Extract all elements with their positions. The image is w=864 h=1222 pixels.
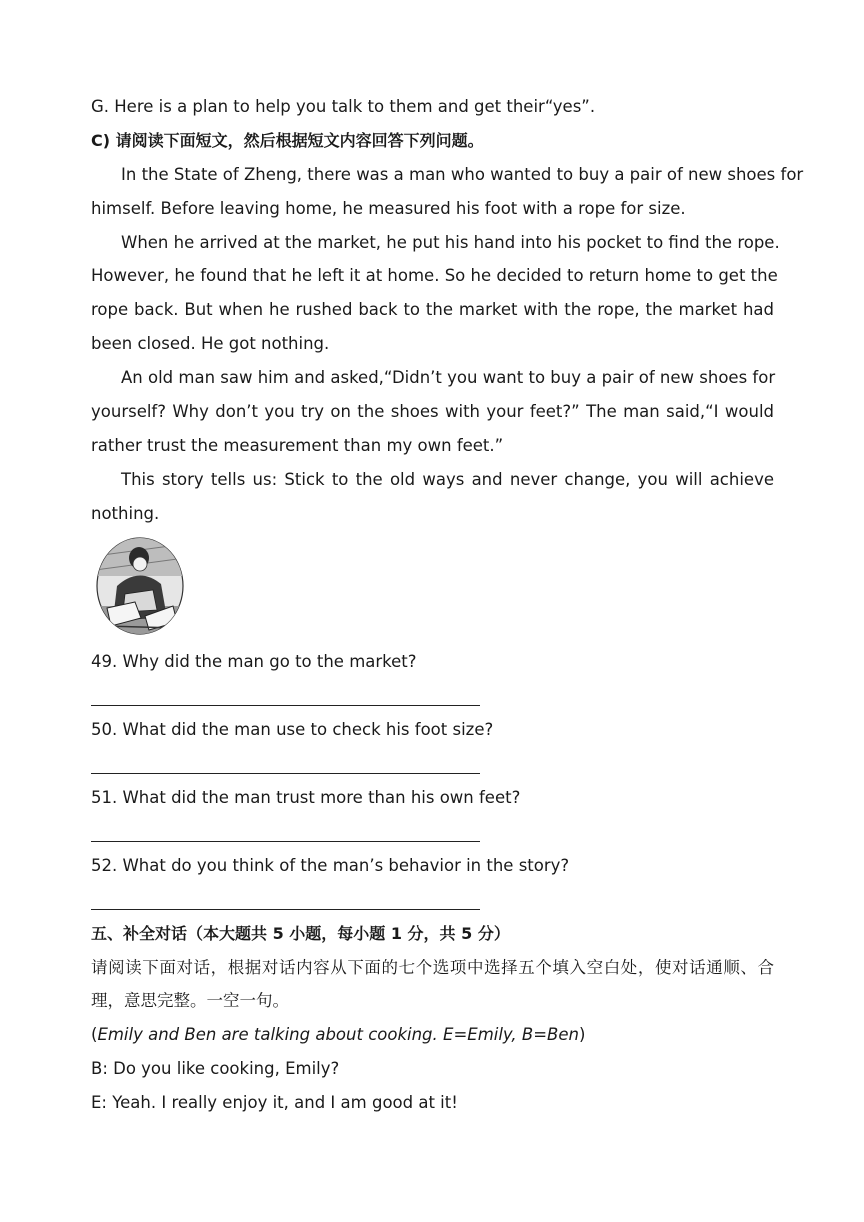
story-illustration — [95, 536, 185, 636]
passage-line: yourself? Why don’t you try on the shoes with your feet?” The man said,“I would — [91, 402, 774, 421]
answer-line-50[interactable] — [91, 773, 480, 774]
passage-line: been closed. He got nothing. — [91, 334, 330, 353]
question-52: 52. What do you think of the man’s behavior in the story? — [91, 856, 570, 875]
answer-line-52[interactable] — [91, 909, 480, 910]
section-5-instructions: 理，意思完整。一空一句。 — [91, 991, 289, 1010]
passage-line: nothing. — [91, 504, 160, 523]
passage-line: rope back. But when he rushed back to the market with the rope, the market had — [91, 300, 774, 319]
section-5-heading: 五、补全对话（本大题共 5 小题，每小题 1 分，共 5 分） — [91, 924, 510, 943]
dialogue-context — [91, 1025, 774, 1045]
section-c-heading: C) 请阅读下面短文，然后根据短文内容回答下列问题。 — [91, 131, 484, 150]
answer-line-49[interactable] — [91, 705, 480, 706]
paren-close: ) — [578, 1025, 586, 1044]
passage-line: This story tells us: Stick to the old ways and never change, you will achieve — [121, 470, 774, 489]
question-50: 50. What did the man use to check his foot size? — [91, 720, 494, 739]
option-g: G. Here is a plan to help you talk to them and get their“yes”. — [91, 97, 596, 116]
dialogue-line-b: B: Do you like cooking, Emily? — [91, 1059, 340, 1078]
paren-open: ( — [91, 1025, 98, 1044]
passage-line: When he arrived at the market, he put his hand into his pocket to find the rope. — [121, 233, 780, 252]
passage-line: himself. Before leaving home, he measured his foot with a rope for size. — [91, 199, 686, 218]
passage-line: rather trust the measurement than my own feet.” — [91, 436, 504, 455]
dialogue-line-e: E: Yeah. I really enjoy it, and I am good at it! — [91, 1093, 458, 1112]
question-51: 51. What did the man trust more than his own feet? — [91, 788, 521, 807]
passage-line: However, he found that he left it at home. So he decided to return home to get the — [91, 266, 778, 285]
answer-line-51[interactable] — [91, 841, 480, 842]
question-49: 49. Why did the man go to the market? — [91, 652, 417, 671]
dialogue-context-text: Emily and Ben are talking about cooking. E=Emily, B=Ben — [97, 1025, 579, 1044]
section-5-instructions: 请阅读下面对话，根据对话内容从下面的七个选项中选择五个填入空白处，使对话通顺、合 — [91, 958, 774, 977]
passage-line: An old man saw him and asked,“Didn’t you want to buy a pair of new shoes for — [121, 368, 776, 387]
passage-line: In the State of Zheng, there was a man who wanted to buy a pair of new shoes for — [121, 165, 804, 184]
